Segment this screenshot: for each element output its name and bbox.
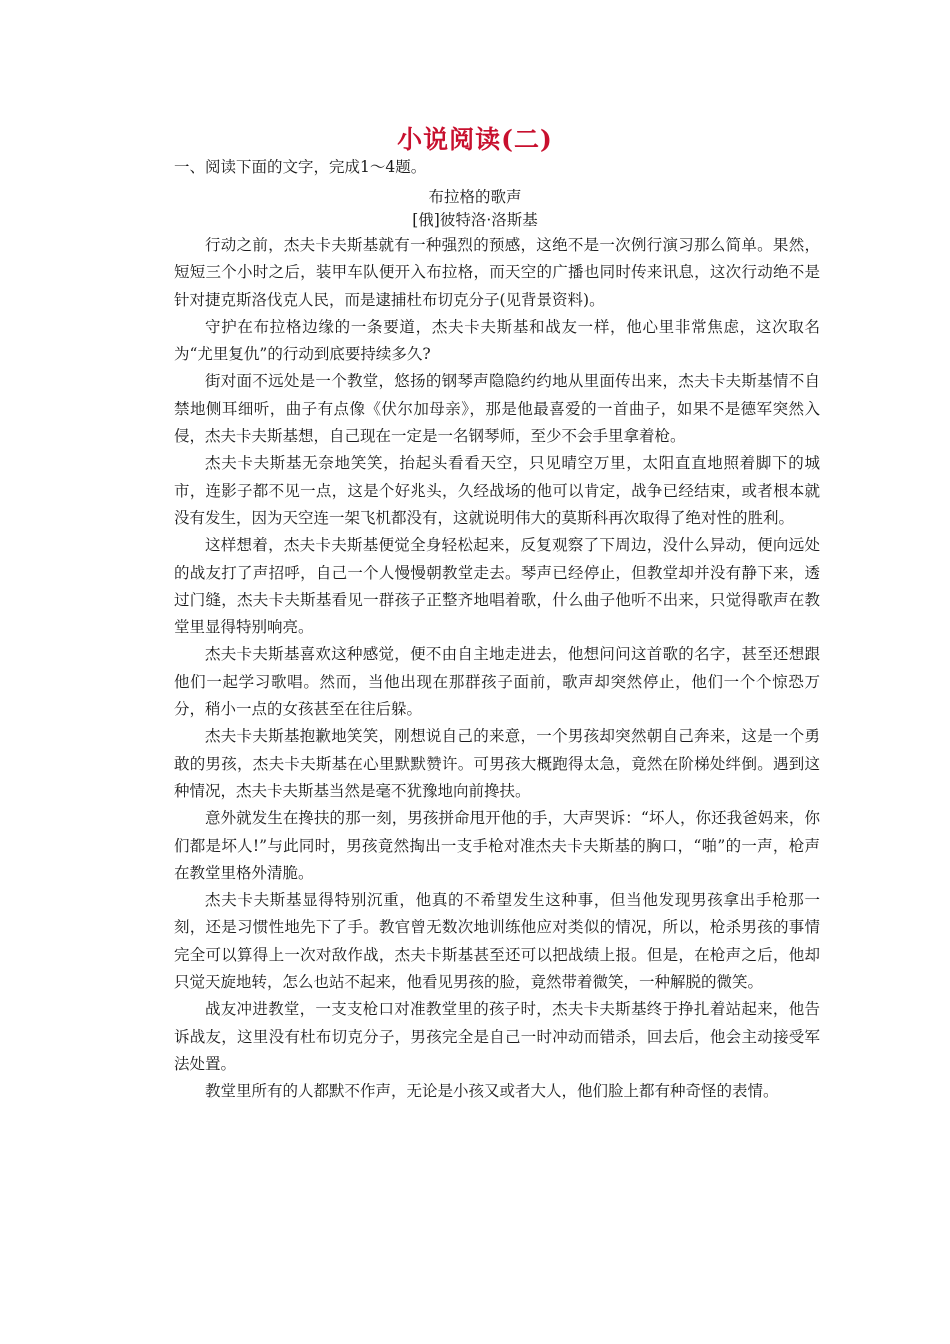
paragraph: 这样想着，杰夫卡夫斯基便觉全身轻松起来，反复观察了下周边，没什么异动，便向远处的战友打了声招呼，自己一个人慢慢朝教堂走去。琴声已经停止，但教堂却并没有静下来，透过门缝，杰夫卡夫斯基看见一群孩子正整齐地唱着歌，什么曲子他听不出来，只觉得歌声在教堂里显得特别响亮。 — [174, 536, 820, 637]
paragraph: 守护在布拉格边缘的一条要道，杰夫卡夫斯基和战友一样，他心里非常焦虑，这次取名为“尤里复仇”的行动到底要持续多久? — [174, 317, 820, 364]
paragraph: 行动之前，杰夫卡夫斯基就有一种强烈的预感，这绝不是一次例行演习那么简单。果然，短短三个小时之后，装甲车队便开入布拉格，而天空的广播也同时传来讯息，这次行动绝不是针对捷克斯洛伐克人民，而是逮捕杜布切克分子(见背景资料)。 — [174, 236, 820, 309]
paragraph: 战友冲进教堂，一支支枪口对准教堂里的孩子时，杰夫卡夫斯基终于挣扎着站起来，他告诉战友，这里没有杜布切克分子，男孩完全是自己一时冲动而错杀，回去后，他会主动接受军法处置。 — [174, 1000, 820, 1073]
paragraph: 杰夫卡夫斯基无奈地笑笑，抬起头看看天空，只见晴空万里，太阳直直地照着脚下的城市，连影子都不见一点，这是个好兆头，久经战场的他可以肯定，战争已经结束，或者根本就没有发生，因为天空连一架飞机都没有，这就说明伟大的莫斯科再次取得了绝对性的胜利。 — [174, 454, 820, 527]
paragraph: 杰夫卡夫斯基显得特别沉重，他真的不希望发生这种事，但当他发现男孩拿出手枪那一刻，还是习惯性地先下了手。教官曾无数次地训练他应对类似的情况，所以，枪杀男孩的事情完全可以算得上一次对敌作战，杰夫卡斯基甚至还可以把战绩上报。但是，在枪声之后，他却只觉天旋地转，怎么也站不起来，他看见男孩的脸，竟然带着微笑，一种解脱的微笑。 — [174, 891, 820, 992]
question-instruction: 一、阅读下面的文字，完成1～4题。 — [174, 158, 427, 176]
paragraph: 意外就发生在搀扶的那一刻，男孩拼命甩开他的手，大声哭诉：“坏人，你还我爸妈来，你们都是坏人!”与此同时，男孩竟然掏出一支手枪对准杰夫卡夫斯基的胸口，“啪”的一声，枪声在教堂里格外清脆。 — [174, 809, 820, 882]
page-title: 小说阅读(二) — [397, 125, 553, 154]
paragraph: 杰夫卡夫斯基喜欢这种感觉，便不由自主地走进去，他想问问这首歌的名字，甚至还想跟他们一起学习歌唱。然而，当他出现在那群孩子面前，歌声却突然停止，他们一个个惊恐万分，稍小一点的女孩甚至在往后躲。 — [174, 645, 820, 719]
paragraph: 街对面不远处是一个教堂，悠扬的钢琴声隐隐约约地从里面传出来，杰夫卡夫斯基情不自禁地侧耳细听，曲子有点像《伏尔加母亲》，那是他最喜爱的一首曲子，如果不是德军突然入侵，杰夫卡夫斯基想，自己现在一定是一名钢琴师，至少不会手里拿着枪。 — [174, 372, 820, 446]
story-body — [174, 232, 820, 1106]
story-title: 布拉格的歌声 — [428, 188, 522, 206]
paragraph: 杰夫卡夫斯基抱歉地笑笑，刚想说自己的来意，一个男孩却突然朝自己奔来，这是一个勇敢的男孩，杰夫卡夫斯基在心里默默赞许。可男孩大概跑得太急，竟然在阶梯处绊倒。遇到这种情况，杰夫卡夫斯基当然是毫不犹豫地向前搀扶。 — [174, 727, 820, 800]
story-author: [俄]彼特洛·洛斯基 — [412, 211, 538, 229]
paragraph: 教堂里所有的人都默不作声，无论是小孩又或者大人，他们脸上都有种奇怪的表情。 — [205, 1082, 779, 1101]
